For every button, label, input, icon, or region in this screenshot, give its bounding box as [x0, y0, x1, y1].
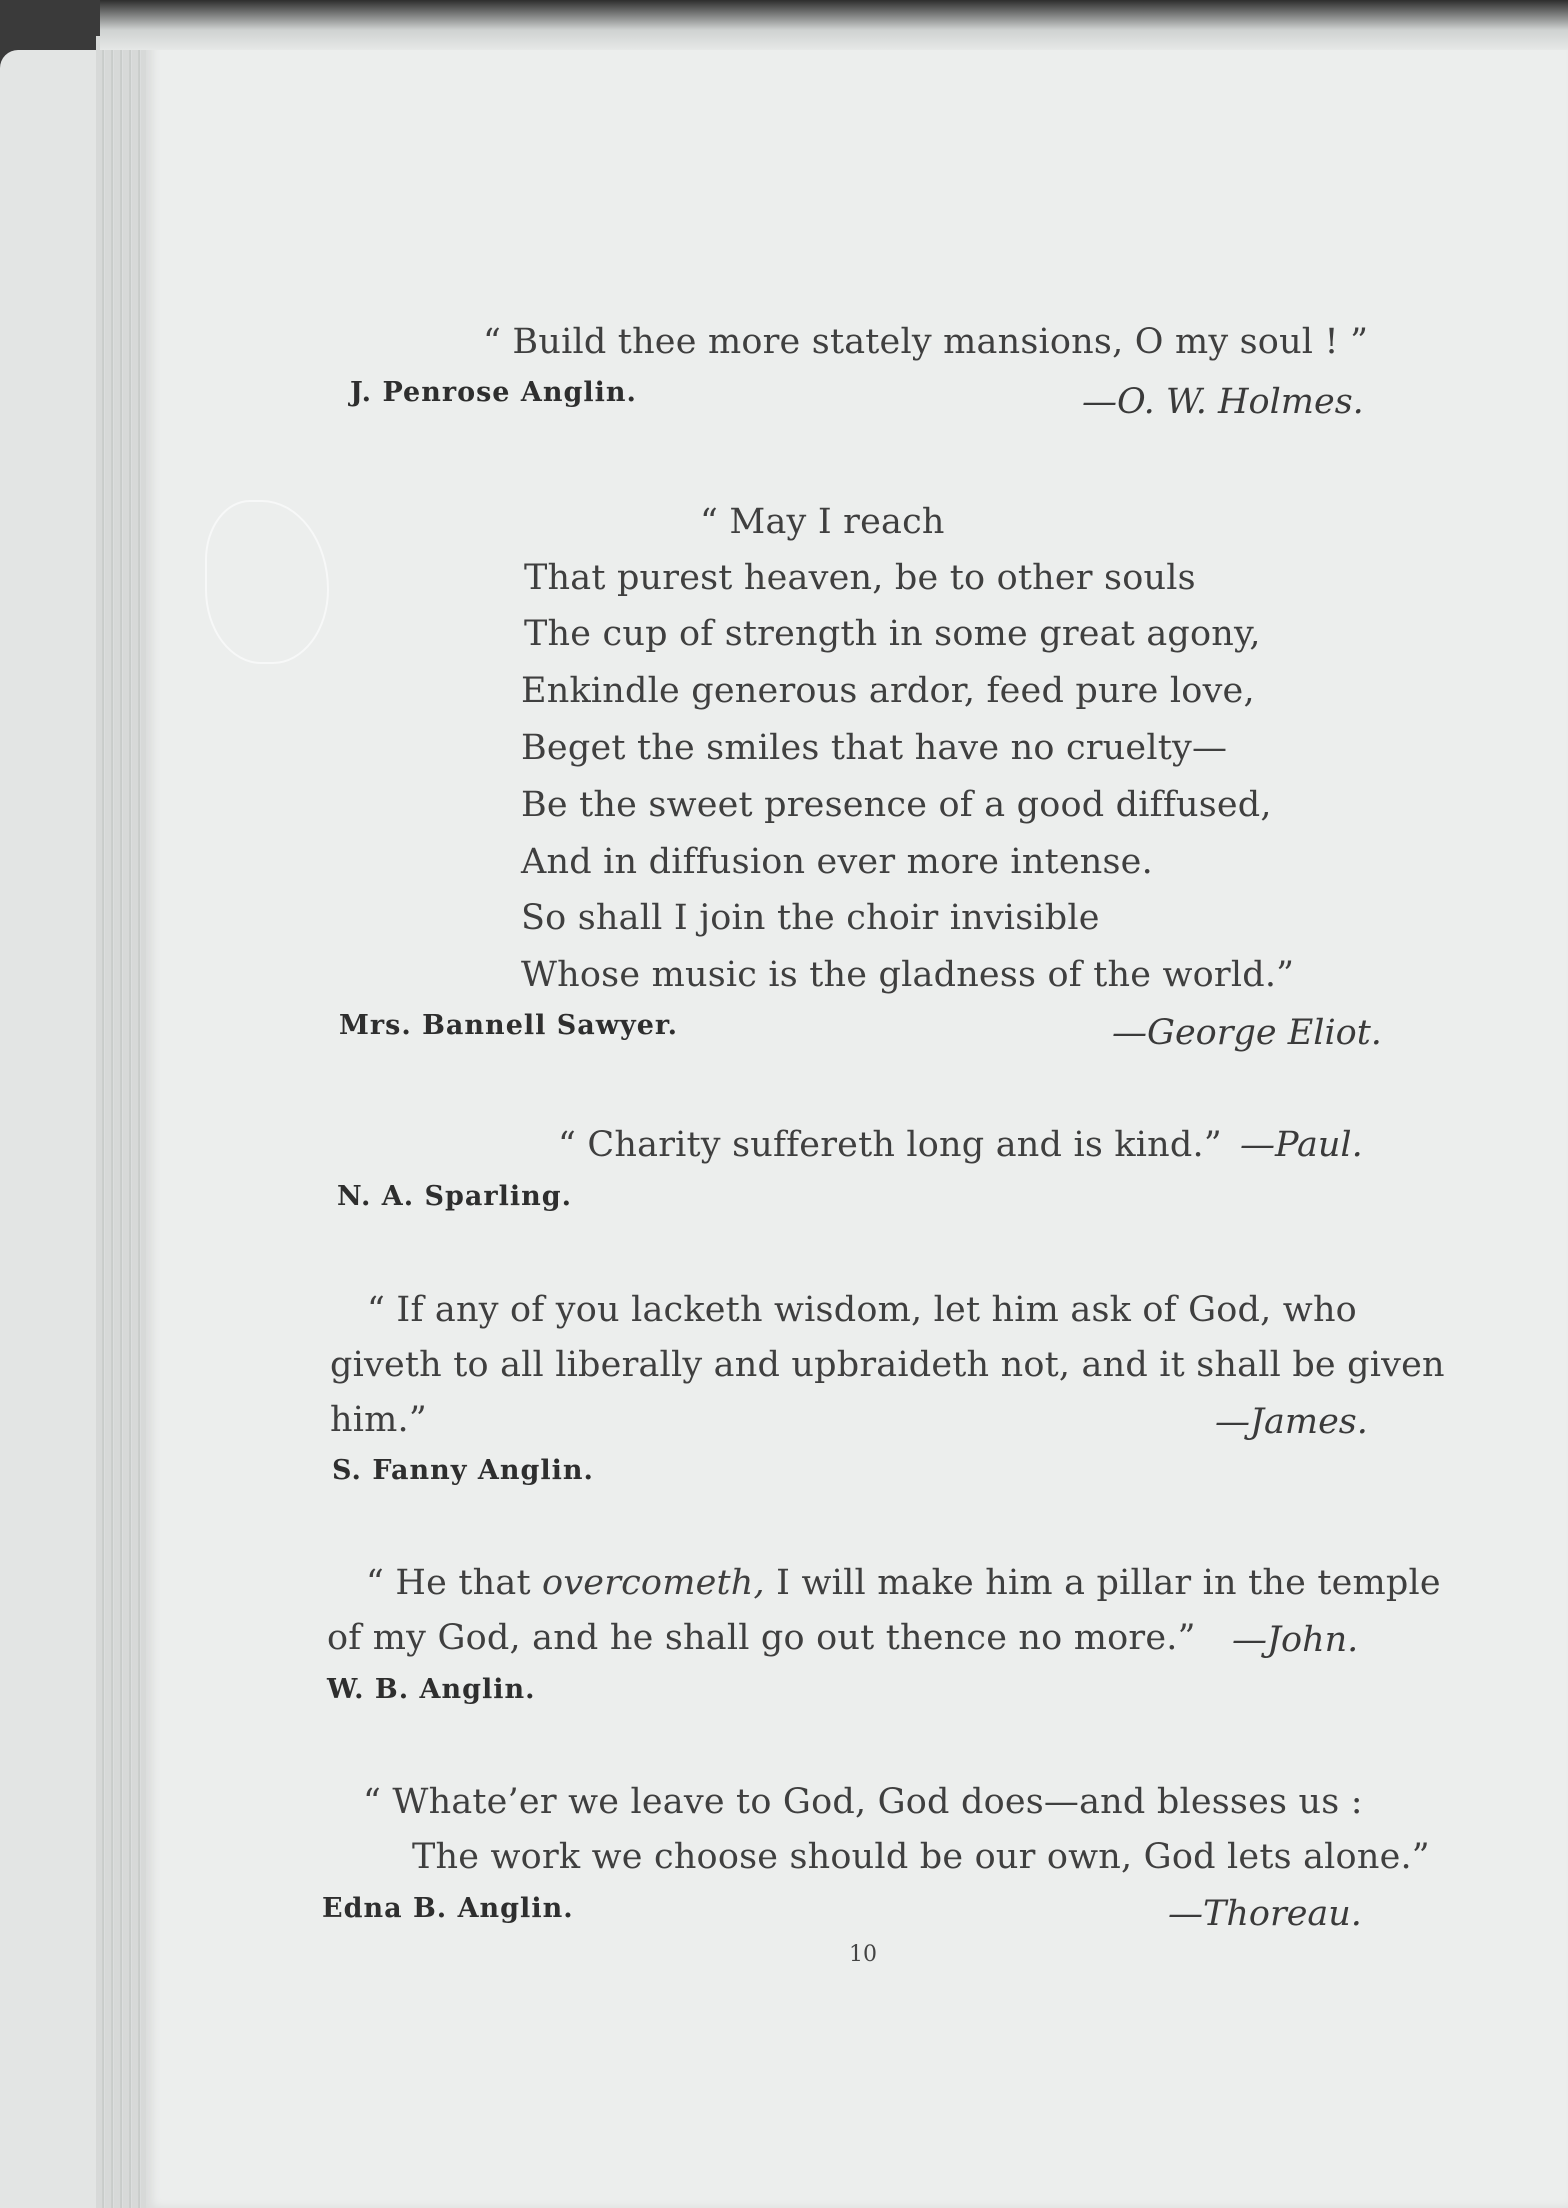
quote-line: “ Build thee more stately mansions, O my soul ! ” [483, 322, 1369, 362]
quote-attribution: —O. W. Holmes. [1082, 382, 1364, 422]
quote-line [366, 1563, 1441, 1603]
quote-line: And in diffusion ever more intense. [521, 842, 1153, 882]
quote-attribution: —Paul. [1240, 1125, 1363, 1165]
quote-line: “ Charity suffereth long and is kind.” [558, 1125, 1222, 1165]
quote-line: The work we choose should be our own, God lets alone.” [412, 1837, 1430, 1877]
quote-emphasis: overcometh, [542, 1563, 765, 1603]
quote-line: Whose music is the gladness of the world.” [521, 955, 1295, 995]
quote-attribution: —James. [1215, 1402, 1368, 1442]
quote-text: “ He that [366, 1563, 531, 1603]
quote-line: Beget the smiles that have no cruelty— [521, 728, 1228, 768]
author-name: N. A. Sparling. [337, 1181, 573, 1212]
quote-line: So shall I join the choir invisible [521, 898, 1100, 938]
quote-line: of my God, and he shall go out thence no more.” [327, 1618, 1196, 1658]
quote-attribution: —George Eliot. [1112, 1013, 1382, 1053]
quote-line: “ Whate’er we leave to God, God does—and blesses us : [363, 1782, 1363, 1822]
quote-line: giveth to all liberally and upbraideth not, and it shall be given [330, 1345, 1445, 1385]
quote-line: him.” [330, 1400, 427, 1440]
author-name: Edna B. Anglin. [322, 1893, 574, 1924]
author-name: W. B. Anglin. [327, 1674, 536, 1705]
quote-line: “ If any of you lacketh wisdom, let him ask of God, who [367, 1290, 1357, 1330]
author-name: Mrs. Bannell Sawyer. [339, 1010, 679, 1041]
author-name: S. Fanny Anglin. [332, 1455, 594, 1486]
quote-line: “ May I reach [700, 502, 945, 542]
author-name: J. Penrose Anglin. [350, 377, 637, 408]
quote-text: I will make him a pillar in the temple [776, 1563, 1441, 1603]
quote-line: That purest heaven, be to other souls [524, 558, 1196, 598]
quote-line: Be the sweet presence of a good diffused, [521, 785, 1272, 825]
quote-attribution: —Thoreau. [1168, 1894, 1362, 1934]
page-number: 10 [849, 1942, 877, 1967]
quote-line: The cup of strength in some great agony, [524, 614, 1261, 654]
quote-attribution: —John. [1232, 1620, 1359, 1660]
quote-line: Enkindle generous ardor, feed pure love, [521, 671, 1255, 711]
